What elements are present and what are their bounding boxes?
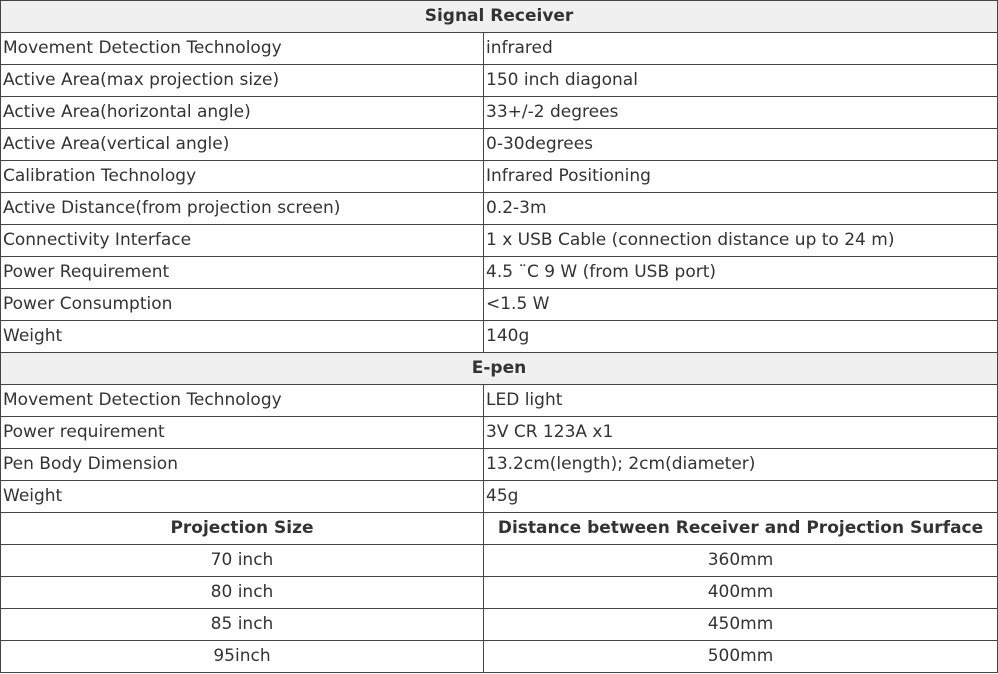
spec-value: 150 inch diagonal [484, 65, 998, 97]
section-header-row [1, 1, 998, 33]
projection-row [1, 577, 998, 609]
spec-label: Active Area(max projection size) [1, 65, 484, 97]
section-title-signal-receiver: Signal Receiver [1, 1, 998, 33]
projection-row [1, 545, 998, 577]
spec-row [1, 449, 998, 481]
spec-row [1, 65, 998, 97]
spec-row [1, 33, 998, 65]
spec-value: 140g [484, 321, 998, 353]
distance-cell: 450mm [484, 609, 998, 641]
spec-value: 33+/-2 degrees [484, 97, 998, 129]
projection-size-cell: 95inch [1, 641, 484, 673]
spec-row [1, 193, 998, 225]
spec-label: Power Requirement [1, 257, 484, 289]
spec-value: 45g [484, 481, 998, 513]
projection-row [1, 609, 998, 641]
spec-row [1, 225, 998, 257]
spec-value: LED light [484, 385, 998, 417]
spec-label: Movement Detection Technology [1, 33, 484, 65]
spec-row [1, 321, 998, 353]
spec-value: 0.2-3m [484, 193, 998, 225]
spec-value: 13.2cm(length); 2cm(diameter) [484, 449, 998, 481]
spec-row [1, 481, 998, 513]
column-header-distance: Distance between Receiver and Projection Surface [484, 513, 998, 545]
projection-size-cell: 70 inch [1, 545, 484, 577]
projection-size-cell: 85 inch [1, 609, 484, 641]
section-header-row [1, 353, 998, 385]
spec-label: Active Area(vertical angle) [1, 129, 484, 161]
spec-row [1, 289, 998, 321]
spec-value: infrared [484, 33, 998, 65]
spec-row [1, 385, 998, 417]
spec-label: Power requirement [1, 417, 484, 449]
spec-value: 3V CR 123A x1 [484, 417, 998, 449]
spec-value: Infrared Positioning [484, 161, 998, 193]
section-title-epen: E-pen [1, 353, 998, 385]
projection-size-cell: 80 inch [1, 577, 484, 609]
spec-label: Connectivity Interface [1, 225, 484, 257]
spec-row [1, 161, 998, 193]
spec-label: Active Distance(from projection screen) [1, 193, 484, 225]
spec-value: 4.5 ¨C 9 W (from USB port) [484, 257, 998, 289]
spec-label: Weight [1, 481, 484, 513]
column-header-projection-size: Projection Size [1, 513, 484, 545]
spec-row [1, 129, 998, 161]
distance-cell: 500mm [484, 641, 998, 673]
spec-label: Power Consumption [1, 289, 484, 321]
projection-header-row [1, 513, 998, 545]
spec-value: 0-30degrees [484, 129, 998, 161]
spec-row [1, 417, 998, 449]
distance-cell: 400mm [484, 577, 998, 609]
spec-value: <1.5 W [484, 289, 998, 321]
spec-row [1, 97, 998, 129]
spec-label: Movement Detection Technology [1, 385, 484, 417]
spec-label: Pen Body Dimension [1, 449, 484, 481]
spec-label: Active Area(horizontal angle) [1, 97, 484, 129]
spec-row [1, 257, 998, 289]
projection-row [1, 641, 998, 673]
spec-label: Weight [1, 321, 484, 353]
spec-label: Calibration Technology [1, 161, 484, 193]
distance-cell: 360mm [484, 545, 998, 577]
spec-value: 1 x USB Cable (connection distance up to 24 m) [484, 225, 998, 257]
